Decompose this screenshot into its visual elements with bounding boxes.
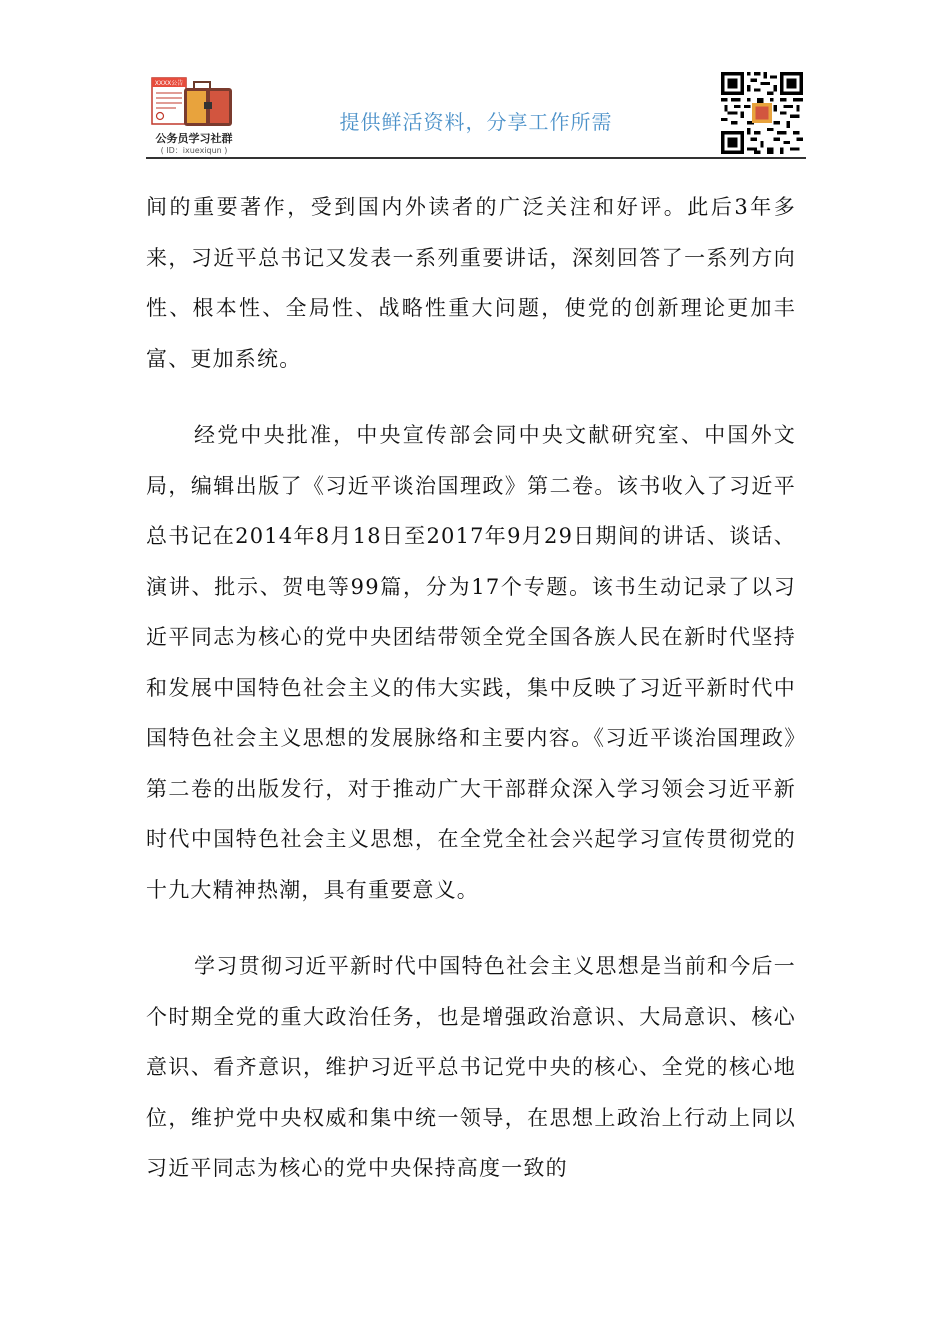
- header-slogan: 提供鲜活资料，分享工作所需: [339, 110, 613, 134]
- paragraph-2: 经党中央批准，中央宣传部会同中央文献研究室、中国外文局，编辑出版了《习近平谈治国理政》第二卷。该书收入了习近平总书记在2014年8月18日至2017年9月29日期间的讲话、谈话、演讲、批示、贺电等99篇，分为17个专题。该书生动记录了以习近平同志为核心的党中央团结带领全党全国各族人民在新时代坚持和发展中国特色社会主义的伟大实践，集中反映了习近平新时代中国特色社会主义思想的发展脉络和主要内容。《习近平谈治国理政》第二卷的出版发行，对于推动广大干部群众深入学习领会习近平新时代中国特色社会主义思想，在全党全社会兴起学习宣传贯彻党的十九大精神热潮，具有重要意义。: [146, 423, 796, 902]
- document-body: [146, 182, 796, 1220]
- paragraph-1: 间的重要著作，受到国内外读者的广泛关注和好评。此后3年多来，习近平总书记又发表一系列重要讲话，深刻回答了一系列方向性、根本性、全局性、战略性重大问题，使党的创新理论更加丰富、更加系统。: [146, 195, 796, 371]
- logo: [146, 72, 242, 158]
- briefcase-logo-icon: [146, 72, 242, 130]
- logo-badge-text: XXXX公告: [154, 80, 184, 87]
- header-divider: [146, 157, 806, 159]
- logo-caption: 公务员学习社群: [155, 132, 233, 145]
- paragraph-3: 学习贯彻习近平新时代中国特色社会主义思想是当前和今后一个时期全党的重大政治任务，也是增强政治意识、大局意识、核心意识、看齐意识，维护习近平总书记党中央的核心、全党的核心地位，维护党中央权威和集中统一领导，在思想上政治上行动上同以习近平同志为核心的党中央保持高度一致的: [146, 954, 796, 1180]
- page-header: [146, 72, 806, 158]
- logo-id: ( ID：ixuexiqun ): [160, 146, 228, 155]
- qr-code-icon: [721, 72, 803, 154]
